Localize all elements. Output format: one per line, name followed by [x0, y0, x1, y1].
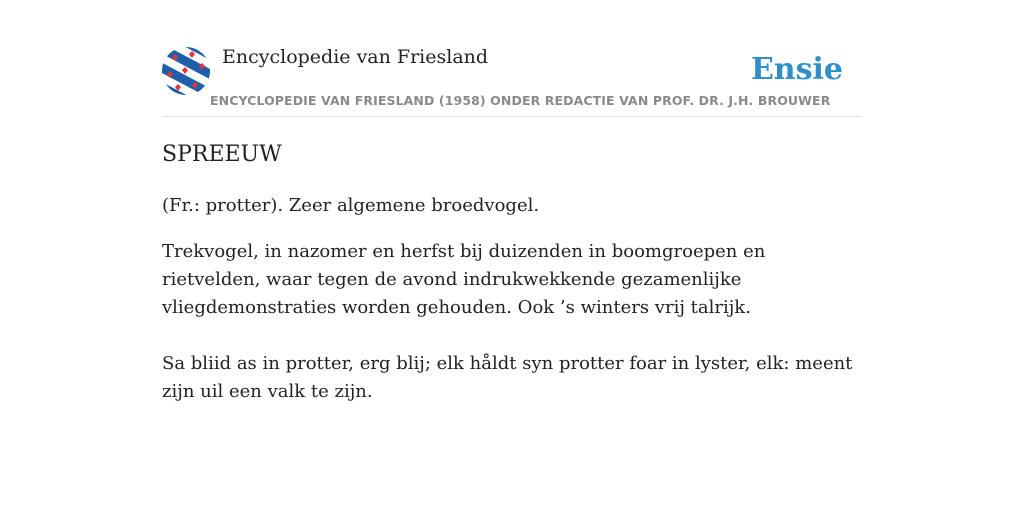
entry-content: [162, 140, 862, 424]
entry-paragraph-2: Trekvogel, in nazomer en herfst bij duizenden in boomgroepen en rietvelden, waar tegen de avond indrukwekkende gezamenlijke vliegdemonstraties worden gehouden. Ook ’s winters vrij talrijk.: [162, 241, 766, 318]
entry-paragraph-1: (Fr.: protter). Zeer algemene broedvogel.: [162, 195, 540, 216]
site-title[interactable]: Encyclopedie van Friesland: [222, 46, 489, 68]
ensie-brand-link[interactable]: Ensie: [750, 52, 843, 87]
frisian-flag-icon[interactable]: [162, 47, 210, 95]
header: [162, 44, 862, 117]
entry-title: SPREEUW: [162, 142, 282, 167]
site-subtitle: ENCYCLOPEDIE VAN FRIESLAND (1958) ONDER REDACTIE VAN PROF. DR. J.H. BROUWER: [210, 93, 831, 108]
entry-paragraph-3: Sa bliid as in protter, erg blij; elk håldt syn protter foar in lyster, elk: meent zijn uil een valk te zijn.: [162, 353, 853, 402]
paragraph-spacer: [162, 340, 862, 350]
